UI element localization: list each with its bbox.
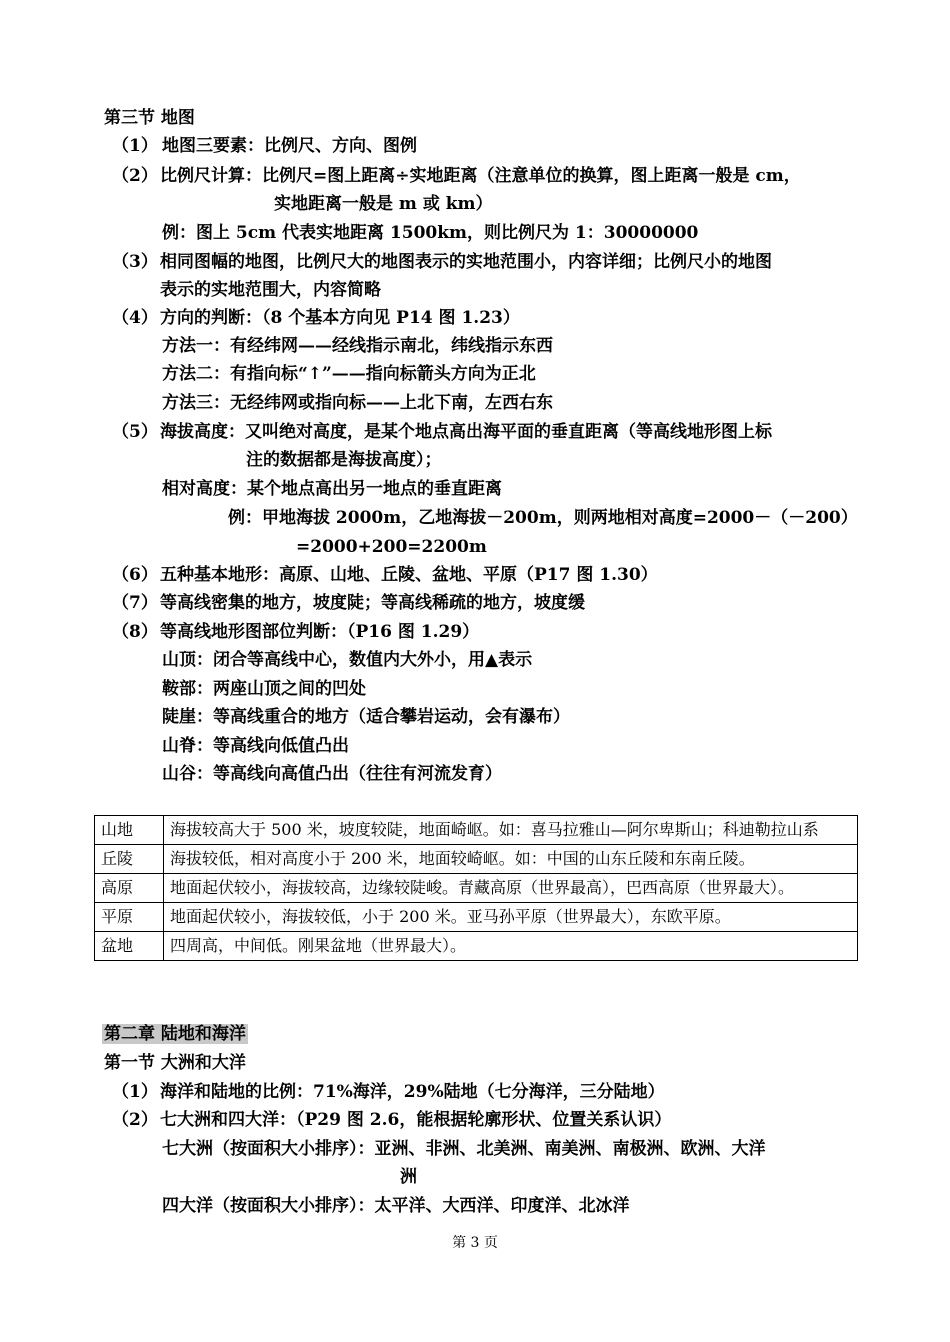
item-text: 等高线密集的地方，坡度陡；等高线稀疏的地方，坡度缓 [160,593,585,613]
landform-part-text: 陡崖：等高线重合的地方（适合攀岩运动，会有瀑布） [162,707,570,727]
method-text: 方法二：有指向标“↑”——指向标箭头方向为正北 [162,364,536,384]
item-number: （2） [112,166,158,186]
terrain-desc: 四周高，中间低。刚果盆地（世界最大）。 [164,932,858,961]
continents-text-continued: 洲 [400,1167,417,1187]
terrain-name: 山地 [95,816,164,845]
table-row [95,874,858,903]
item-number: （7） [112,593,158,613]
item-number: （4） [112,308,158,328]
terrain-desc: 地面起伏较小，海拔较高，边缘较陡峻。青藏高原（世界最高），巴西高原（世界最大）。 [164,874,858,903]
item-text: 七大洲和四大洋：（P29 图 2.6，能根据轮廓形状、位置关系认识） [160,1110,672,1130]
item-number: （6） [112,565,158,585]
example-text-continued: =2000+200=2200m [296,537,487,557]
terrain-desc: 地面起伏较小，海拔较低，小于 200 米。亚马孙平原（世界最大），东欧平原。 [164,903,858,932]
item-number: （1） [112,136,158,156]
terrain-name: 平原 [95,903,164,932]
definition-text: 相对高度：某个地点高出另一地点的垂直距离 [162,479,502,499]
item-text-continued: 表示的实地范围大，内容简略 [160,280,381,300]
table-row [95,816,858,845]
page-number: 第 3 页 [452,1235,498,1251]
method-text: 方法一：有经纬网——经线指示南北，纬线指示东西 [162,336,553,356]
item-text: 五种基本地形：高原、山地、丘陵、盆地、平原（P17 图 1.30） [160,565,658,585]
terrain-name: 盆地 [95,932,164,961]
table-row [95,903,858,932]
chapter-title [102,1022,248,1046]
item-text: 等高线地形图部位判断：（P16 图 1.29） [160,622,480,642]
item-text: 比例尺计算：比例尺=图上距离÷实地距离（注意单位的换算，图上距离一般是 cm， [160,166,801,186]
item-text: 地图三要素：比例尺、方向、图例 [162,136,417,156]
landform-part-text: 山谷：等高线向高值凸出（往往有河流发育） [162,764,502,784]
chapter-title-text: 第二章 陆地和海洋 [104,1024,246,1044]
section-title: 第一节 大洲和大洋 [104,1053,246,1073]
section-title: 第三节 地图 [104,108,195,128]
item-text: 海拔高度：又叫绝对高度，是某个地点高出海平面的垂直距离（等高线地形图上标 [160,422,772,442]
item-number: （1） [112,1082,158,1102]
item-number: （2） [112,1110,158,1130]
item-number: （3） [112,252,158,272]
continents-text: 七大洲（按面积大小排序）：亚洲、非洲、北美洲、南美洲、南极洲、欧洲、大洋 [162,1139,766,1159]
oceans-text: 四大洋（按面积大小排序）：太平洋、大西洋、印度洋、北冰洋 [162,1196,630,1216]
example-text: 例：甲地海拔 2000m，乙地海拔－200m，则两地相对高度=2000－（－200） [228,508,858,528]
terrain-name: 丘陵 [95,845,164,874]
item-text: 相同图幅的地图，比例尺大的地图表示的实地范围小，内容详细；比例尺小的地图 [160,252,772,272]
terrain-desc: 海拔较低，相对高度小于 200 米，地面较崎岖。如：中国的山东丘陵和东南丘陵。 [164,845,858,874]
item-text-continued: 注的数据都是海拔高度）； [246,450,442,470]
landform-part-text: 山脊：等高线向低值凸出 [162,736,349,756]
terrain-table [94,815,858,961]
item-number: （5） [112,422,158,442]
landform-part-text: 山顶：闭合等高线中心，数值内大外小，用▲表示 [162,650,533,670]
item-text: 海洋和陆地的比例：71%海洋，29%陆地（七分海洋，三分陆地） [160,1082,665,1102]
item-text-continued: 实地距离一般是 m 或 km） [274,194,493,214]
landform-part-text: 鞍部：两座山顶之间的凹处 [162,679,366,699]
item-text: 方向的判断：（8 个基本方向见 P14 图 1.23） [160,308,520,328]
terrain-name: 高原 [95,874,164,903]
table-row [95,845,858,874]
method-text: 方法三：无经纬网或指向标——上北下南，左西右东 [162,393,553,413]
item-number: （8） [112,622,158,642]
terrain-desc: 海拔较高大于 500 米，坡度较陡，地面崎岖。如：喜马拉雅山—阿尔卑斯山；科迪勒拉山系 [164,816,858,845]
example-text: 例：图上 5cm 代表实地距离 1500km，则比例尺为 1：30000000 [162,223,699,243]
table-row [95,932,858,961]
